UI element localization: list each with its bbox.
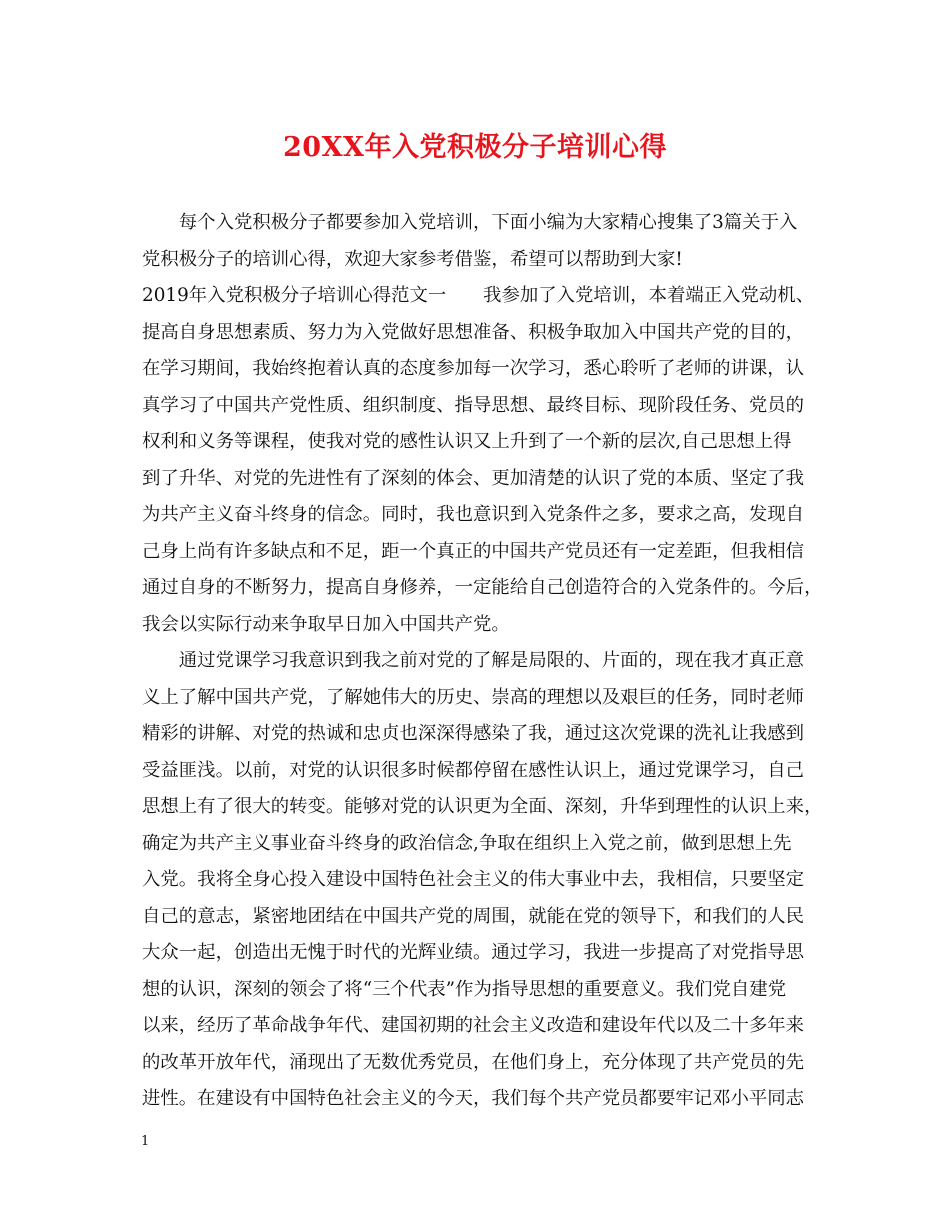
body-line: 每个入党积极分子都要参加入党培训，下面小编为大家精心搜集了3篇关于入: [142, 212, 798, 233]
body-line: 己身上尚有许多缺点和不足，距一个真正的中国共产党员还有一定差距，但我相信: [142, 540, 805, 562]
document-body: [142, 205, 832, 1118]
body-line: 2019年入党积极分子培训心得范文一 我参加了入党培训，本着端正入党动机、: [142, 285, 815, 306]
body-line: 真学习了中国共产党性质、组织制度、指导思想、最终目标、现阶段任务、党员的: [142, 394, 805, 416]
body-line: 进性。在建设有中国特色社会主义的今天，我们每个共产党员都要牢记邓小平同志: [142, 1088, 805, 1109]
body-line: 自己的意志，紧密地团结在中国共产党的周围，就能在党的领导下，和我们的人民: [142, 905, 805, 927]
body-line: 通过自身的不断努力，提高自身修养，一定能给自己创造符合的入党条件的。今后，: [142, 577, 823, 598]
body-line: 到了升华、对党的先进性有了深刻的体会、更加清楚的认识了党的本质、坚定了我: [142, 467, 805, 489]
body-line: 受益匪浅。以前，对党的认识很多时候都停留在感性认识上，通过党课学习，自己: [142, 759, 805, 781]
body-line: 提高自身思想素质、努力为入党做好思想准备、积极争取加入中国共产党的目的，: [142, 321, 805, 343]
page-number: 1: [141, 1134, 150, 1149]
body-line: 精彩的讲解、对党的热诚和忠贞也深深得感染了我，通过这次党课的洗礼让我感到: [142, 723, 805, 744]
document-title: 20XX年入党积极分子培训心得: [283, 132, 667, 163]
body-line: 义上了解中国共产党，了解她伟大的历史、崇高的理想以及艰巨的任务，同时老师: [142, 686, 805, 708]
body-line: 在学习期间，我始终抱着认真的态度参加每一次学习，悉心聆听了老师的讲课，认: [142, 358, 805, 379]
body-line: 为共产主义奋斗终身的信念。同时，我也意识到入党条件之多，要求之高，发现自: [142, 504, 805, 525]
body-line: 权利和义务等课程，使我对党的感性认识又上升到了一个新的层次,自己思想上得: [142, 431, 792, 452]
body-line: 以来，经历了革命战争年代、建国初期的社会主义改造和建设年代以及二十多年来: [142, 1015, 805, 1036]
body-line: 通过党课学习我意识到我之前对党的了解是局限的、片面的，现在我才真正意: [142, 650, 805, 671]
body-line: 我会以实际行动来争取早日加入中国共产党。: [142, 613, 510, 635]
body-line: 党积极分子的培训心得，欢迎大家参考借鉴，希望可以帮助到大家!: [142, 248, 683, 270]
body-line: 确定为共产主义事业奋斗终身的政治信念,争取在组织上入党之前，做到思想上先: [142, 832, 792, 854]
body-line: 入党。我将全身心投入建设中国特色社会主义的伟大事业中去，我相信，只要坚定: [142, 869, 805, 890]
body-line: 思想上有了很大的转变。能够对党的认识更为全面、深刻，升华到理性的认识上来，: [142, 796, 823, 817]
body-line: 想的认识，深刻的领会了将“三个代表”作为指导思想的重要意义。我们党自建党: [142, 978, 787, 1000]
body-line: 大众一起，创造出无愧于时代的光辉业绩。通过学习，我进一步提高了对党指导思: [142, 942, 805, 963]
body-line: 的改革开放年代，涌现出了无数优秀党员，在他们身上，充分体现了共产党员的先: [142, 1051, 805, 1073]
